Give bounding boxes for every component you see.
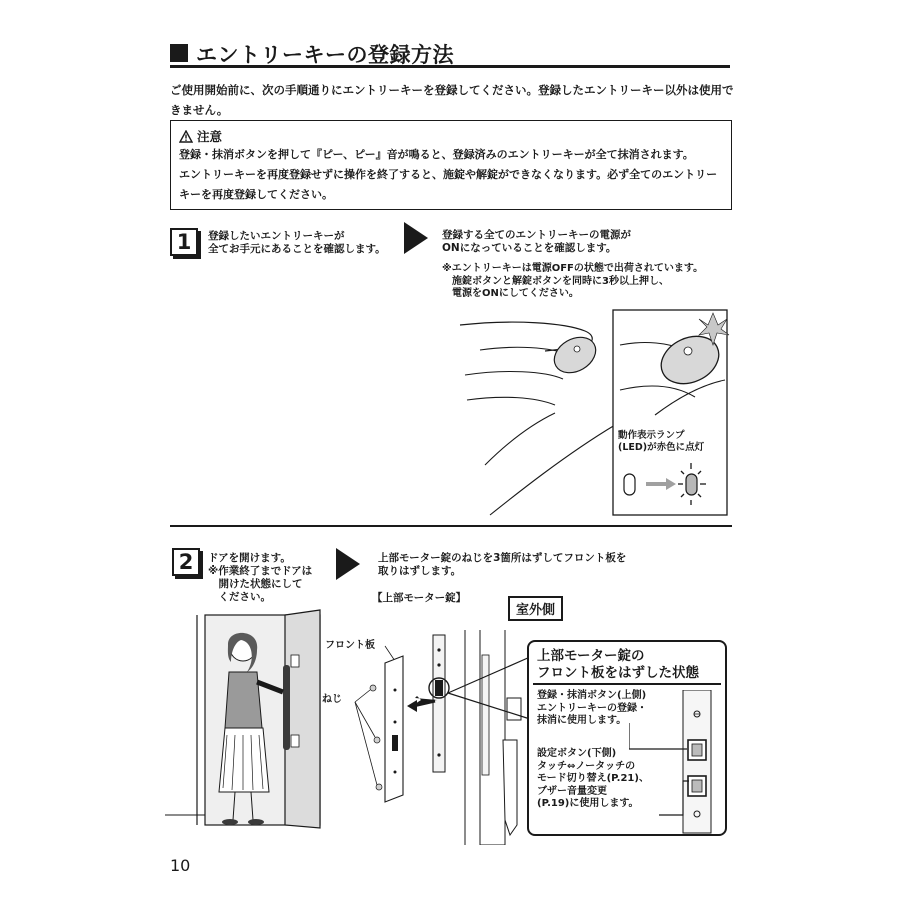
front-plate-label: フロント板 [325, 640, 375, 651]
caution-line-2: エントリーキーを再度登録せずに操作を終了すると、施錠や解錠ができなくなります。必ず全てのエントリーキーを再度登録してください。 [179, 168, 718, 201]
motor-lock-label: 【上部モーター錠】 [372, 592, 467, 604]
step-2-arrow-icon [336, 548, 360, 580]
led-indicator-illustration [618, 460, 713, 505]
caution-box [170, 120, 732, 210]
caution-heading [179, 127, 723, 145]
intro-text: ご使用開始前に、次の手順通りにエントリーキーを登録してください。登録したエントリーキー以外は使用できません。 [170, 83, 734, 117]
section-divider [170, 525, 732, 527]
screw-label: ねじ [322, 694, 342, 705]
open-door-illustration [165, 600, 335, 845]
step-1-note: ※エントリーキーは電源OFFの状態で出荷されています。 施錠ボタンと解錠ボタンを同時に3秒以上押し、 電源をONにしてください。 [442, 263, 704, 299]
outside-label: 室外側 [508, 596, 563, 621]
front-plate-removed-callout [527, 640, 727, 836]
callout-title: 上部モーター錠の フロント板をはずした状態 [537, 648, 699, 681]
step-2-next-text: 上部モーター錠のねじを3箇所はずしてフロント板を 取りはずします。 [378, 552, 627, 577]
step-2-text: ドアを開けます。 ※作業終了までドアは 開けた状態にして ください。 [208, 552, 313, 603]
step-1-arrow-icon [404, 222, 428, 254]
page-title [170, 38, 730, 68]
step-1-number: 1 [170, 228, 198, 256]
callout-title-underline [533, 683, 721, 685]
page-title-text: エントリーキーの登録方法 [196, 43, 454, 67]
page-number: 10 [170, 856, 191, 875]
callout-pointer-lines [440, 655, 535, 720]
step-2-number: 2 [172, 548, 200, 576]
callout-leader-lines [629, 697, 699, 817]
register-button-text: 登録・抹消ボタン(上側) エントリーキーの登録・ 抹消に使用します。 [537, 690, 647, 726]
warning-triangle-icon [179, 130, 193, 143]
step-1-text: 登録したいエントリーキーが 全てお手元にあることを確認します。 [208, 230, 386, 255]
caution-heading-text: 注意 [197, 129, 223, 144]
title-square-icon [170, 44, 188, 62]
setting-button-text: 設定ボタン(下側) タッチ⇔ノータッチの モード切り替え(P.21)、 ブザー音量変更 (P.19)に使用します。 [537, 748, 649, 809]
caution-line-1: 登録・抹消ボタンを押して『ピー、ピー』音が鳴ると、登録済みのエントリーキーが全て抹消されます。 [179, 148, 694, 161]
step-1-next-text: 登録する全てのエントリーキーの電源が ONになっていることを確認します。 [442, 229, 631, 254]
led-label: 動作表示ランプ (LED)が赤色に点灯 [618, 430, 705, 453]
